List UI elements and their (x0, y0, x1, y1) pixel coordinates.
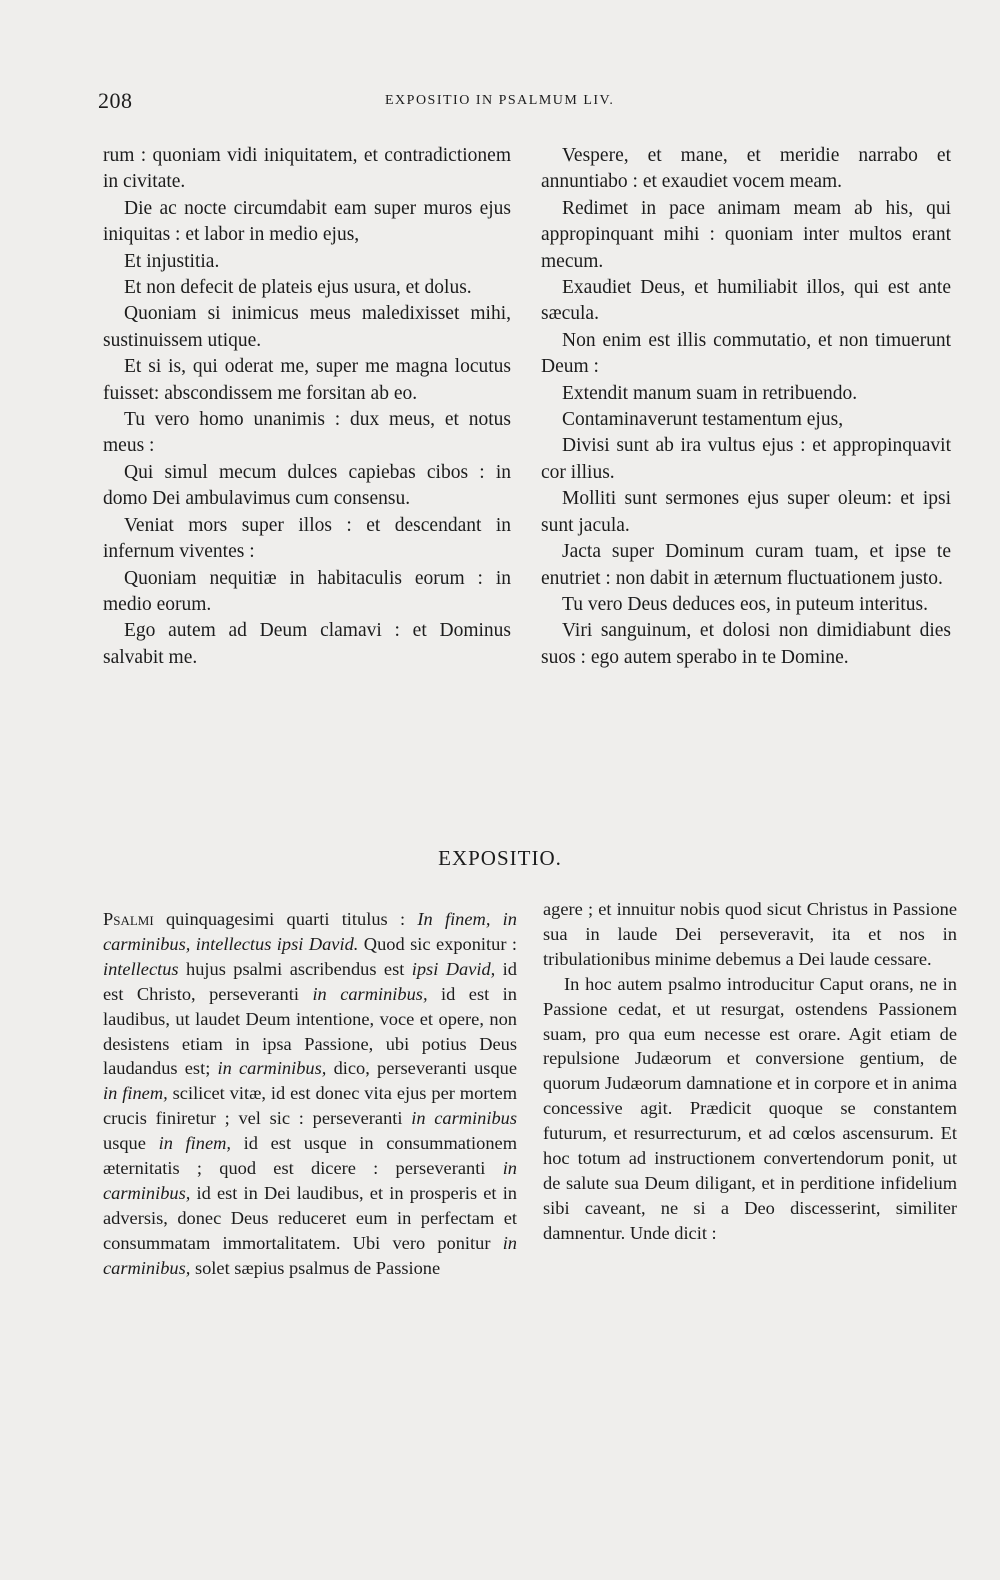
verse: Qui simul mecum dulces capiebas cibos : in domo Dei ambulavimus cum consensu. (103, 461, 511, 510)
verse: Viri sanguinum, et dolosi non dimidiabunt dies suos : ego autem sperabo in te Domine. (541, 620, 951, 668)
running-title: EXPOSITIO IN PSALMUM LIV. (385, 93, 615, 108)
italic-run: in carminibus, (103, 1232, 517, 1278)
verse: Et injustitia. (124, 250, 220, 272)
text-run: hujus psalmi ascribendus est (178, 958, 412, 979)
verse: Et non defecit de plateis ejus usura, et dolus. (124, 277, 472, 299)
verse: Non enim est illis commutatio, et non timuerunt Deum : (541, 329, 951, 378)
verse: Extendit manum suam in retribuendo. (562, 382, 858, 404)
verse: Quoniam nequitiæ in habitaculis eorum : in medio eorum. (103, 567, 511, 615)
exposition-paragraph (103, 907, 517, 1281)
italic-run: in carminibus, (103, 1158, 517, 1203)
exposition-right-column (543, 897, 957, 1246)
text-run: id est usque in consummationem æternitatis ; quod est dicere : perseveranti (103, 1133, 517, 1179)
text-run: usque (103, 1133, 159, 1154)
text-run: id est in Dei laudibus, et in prosperis et in adversis, donec Deus reduceret eum in perfectam et consummatam immortalitatem. Ubi vero ponitur (103, 1182, 517, 1253)
italic-run: in carminibus, (217, 1058, 327, 1079)
psalm-text-right-column (541, 143, 951, 671)
italic-run: in finem, (158, 1133, 231, 1154)
text-run: solet sæpius psalmus de Passione (190, 1257, 441, 1278)
text-run: id est Christo, perseveranti (103, 958, 517, 1004)
verse: Redimet in pace animam meam ab his, qui appropinquant mihi : quoniam inter multos erant mecum. (541, 197, 951, 272)
exposition-paragraph: agere ; et innuitur nobis quod sicut Christus in Passione sua in laude Dei perseveravit, ita et nos in tribulationibus minime debemus a Dei laude cessare. (543, 899, 957, 969)
text-run: Quod sic exponitur : (358, 933, 517, 954)
verse: Exaudiet Deus, et humiliabit illos, qui est ante sæcula. (541, 277, 951, 325)
verse: Et si is, qui oderat me, super me magna locutus fuisset: abscondissem me forsitan ab eo. (103, 356, 511, 404)
verse: Contaminaverunt testamentum ejus, (562, 409, 844, 431)
verse: Tu vero Deus deduces eos, in puteum interitus. (562, 593, 928, 615)
verse: Jacta super Dominum curam tuam, et ipse te enutriet : non dabit in æternum fluctuationem justo. (541, 541, 951, 589)
text-run: dico, perseveranti usque (326, 1058, 517, 1079)
italic-run: in finem, (103, 1083, 168, 1104)
italic-run: ipsi David, (411, 958, 496, 979)
verse: Molliti sunt sermones ejus super oleum: et ipsi sunt jacula. (541, 488, 951, 536)
exposition-left-column (103, 907, 517, 1281)
running-head (98, 88, 958, 118)
verse: Divisi sunt ab ira vultus ejus : et appropinquavit cor illius. (541, 435, 951, 483)
verse: Die ac nocte circumdabit eam super muros ejus iniquitas : et labor in medio ejus, (103, 197, 511, 246)
psalm-text-left-column (103, 143, 511, 671)
page-number: 208 (98, 88, 133, 113)
italic-run: In finem, in carminibus, intellectus ipsi David. (103, 909, 517, 954)
verse: Ego autem ad Deum clamavi : et Dominus salvabit me. (103, 620, 511, 668)
italic-run: in carminibus, (312, 983, 428, 1004)
verse: Tu vero homo unanimis : dux meus, et notus meus : (103, 409, 511, 457)
italic-run: intellectus (103, 958, 179, 979)
verse: Vespere, et mane, et meridie narrabo et annuntiabo : et exaudiet vocem meam. (541, 145, 951, 193)
text-run: id est in laudibus, ut laudet Deum intentione, voce et opere, non desistens etiam in ipsa Passione, ubi potius Deus laudandus est; (103, 983, 517, 1079)
text-run: scilicet vitæ, id est donec vita ejus per mortem crucis finiretur ; vel sic : perseveranti (103, 1083, 517, 1129)
italic-run: in carminibus (411, 1108, 517, 1129)
verse: Veniat mors super illos : et descendant in infernum viventes : (103, 514, 511, 563)
section-title: EXPOSITIO. (438, 846, 562, 870)
exposition-paragraph: In hoc autem psalmo introducitur Caput orans, ne in Passione cedat, et ut resurgat, ostendens Passionem suam, pro qua eum necesse est orare. Agit etiam de repulsione Judæorum et conversione gentium, de quorum Judæorum damnatione et in corpore et in anima concessive agit. Prædicit quoque se constantem futurum, et resurrecturum, et ad cœlos ascensurum. Et hoc totum ad instructionem convertendorum ponit, ut de salute sua Deum diligant, et in perditione infidelium sibi caveant, ne si a Deo discesserint, similiter damnentur. Unde dicit : (543, 973, 957, 1243)
verse: rum : quoniam vidi iniquitatem, et contradictionem in civitate. (103, 145, 511, 193)
verse: Quoniam si inimicus meus maledixisset mihi, sustinuissem utique. (103, 303, 511, 351)
text-run: quinquagesimi quarti titulus : (153, 909, 418, 929)
small-caps-word: Psalmi (103, 909, 154, 929)
